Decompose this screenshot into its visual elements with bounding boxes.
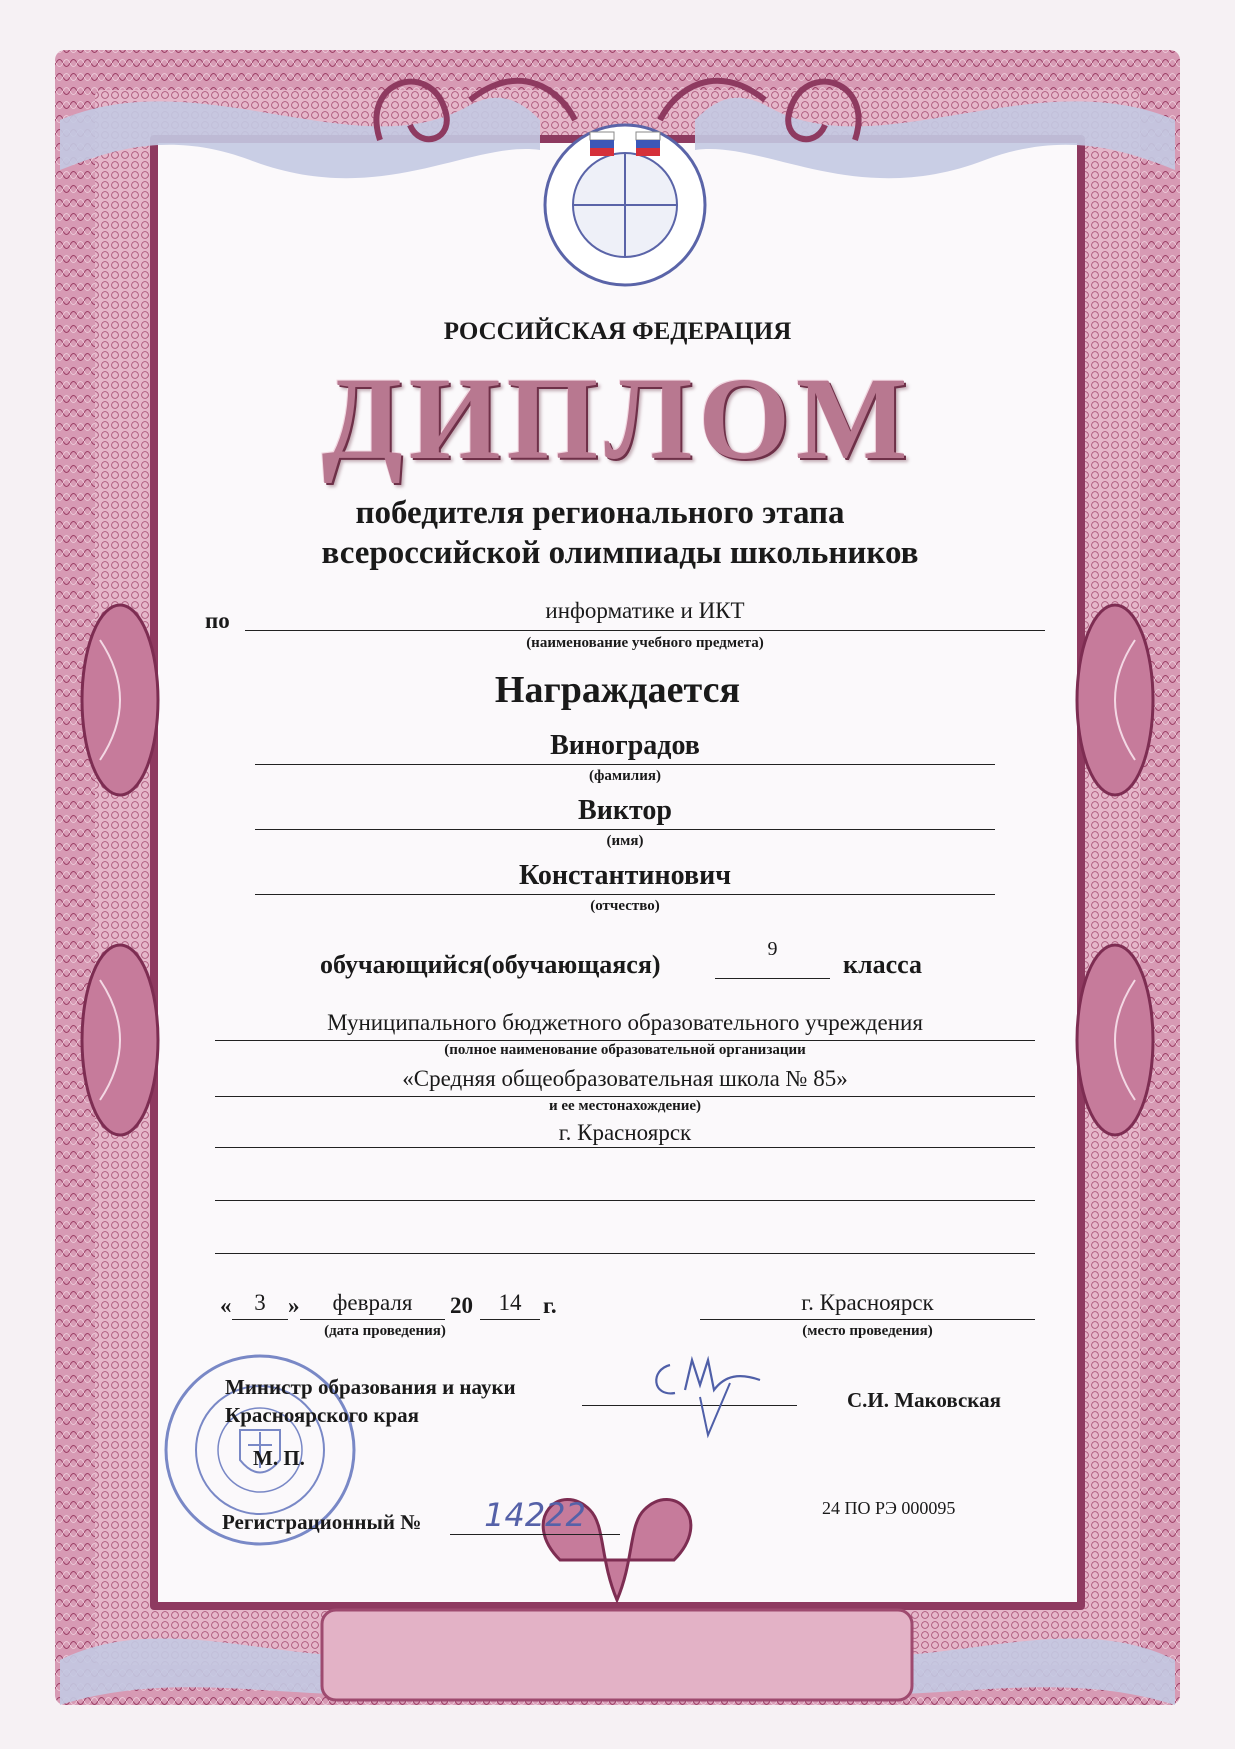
country-heading: РОССИЙСКАЯ ФЕДЕРАЦИЯ: [443, 318, 792, 345]
date-open-quote: «: [220, 1293, 232, 1318]
registration-underline: [450, 1534, 620, 1535]
date-close-quote: »: [288, 1293, 300, 1318]
subject-underline: [245, 630, 1045, 631]
organization-caption1: (полное наименование образовательной организации: [444, 1042, 806, 1058]
grade-value: 9: [767, 938, 778, 960]
date-day-underline: [232, 1319, 288, 1320]
patronymic-caption: (отчество): [590, 898, 660, 914]
organization-underline4: [215, 1200, 1035, 1201]
patronymic-underline: [255, 894, 995, 895]
organization-underline1: [215, 1040, 1035, 1041]
date-year-suffix: 14: [498, 1290, 522, 1315]
date-year-unit: г.: [543, 1293, 557, 1318]
organization-underline5: [215, 1253, 1035, 1254]
place-value: г. Красноярск: [801, 1290, 934, 1315]
grade-suffix: класса: [843, 950, 922, 979]
handwritten-signature-icon: [630, 1335, 790, 1455]
name-value: Виктор: [578, 795, 672, 826]
name-caption: (имя): [606, 833, 644, 849]
place-caption: (место проведения): [802, 1323, 933, 1339]
student-label: обучающийся(обучающаяся): [320, 950, 661, 979]
olympiad-emblem-icon: [540, 120, 710, 290]
date-day: 3: [254, 1290, 266, 1315]
diploma-title: ДИПЛОМ: [321, 353, 914, 484]
surname-value: Виноградов: [550, 730, 700, 761]
diploma-serial-number: 24 ПО РЭ 000095: [822, 1498, 956, 1518]
organization-line3: г. Красноярск: [558, 1120, 692, 1145]
minister-title-line1: Министр образования и науки: [225, 1375, 516, 1399]
organization-underline2: [215, 1096, 1035, 1097]
date-month-underline: [300, 1319, 445, 1320]
organization-underline3: [215, 1147, 1035, 1148]
subject-value: информатике и ИКТ: [545, 598, 745, 623]
subject-prefix: по: [205, 608, 230, 633]
registration-number: 14222: [484, 1496, 586, 1534]
grade-underline: [715, 978, 830, 979]
organization-line1: Муниципального бюджетного образовательного учреждения: [327, 1010, 923, 1035]
place-underline: [700, 1319, 1035, 1320]
stamp-place-label: М. П.: [253, 1446, 305, 1470]
date-caption: (дата проведения): [324, 1323, 446, 1339]
date-year-underline: [480, 1319, 540, 1320]
organization-caption2: и ее местонахождение): [548, 1098, 702, 1114]
date-month: февраля: [332, 1290, 413, 1315]
minister-title-line2: Красноярского края: [225, 1403, 420, 1427]
subject-caption: (наименование учебного предмета): [526, 635, 764, 651]
signer-name: С.И. Маковская: [847, 1388, 1001, 1412]
organization-line2: «Средняя общеобразовательная школа № 85»: [402, 1066, 848, 1091]
surname-underline: [255, 764, 995, 765]
surname-caption: (фамилия): [589, 768, 661, 784]
registration-label: Регистрационный №: [222, 1510, 422, 1534]
patronymic-value: Константинович: [518, 860, 732, 891]
date-year-prefix: 20: [450, 1293, 473, 1318]
diploma-subtitle-line2: всероссийской олимпиады школьников: [321, 535, 919, 571]
awarded-heading: Награждается: [494, 669, 741, 711]
diploma-subtitle-line1: победителя регионального этапа: [355, 495, 845, 531]
name-underline: [255, 829, 995, 830]
